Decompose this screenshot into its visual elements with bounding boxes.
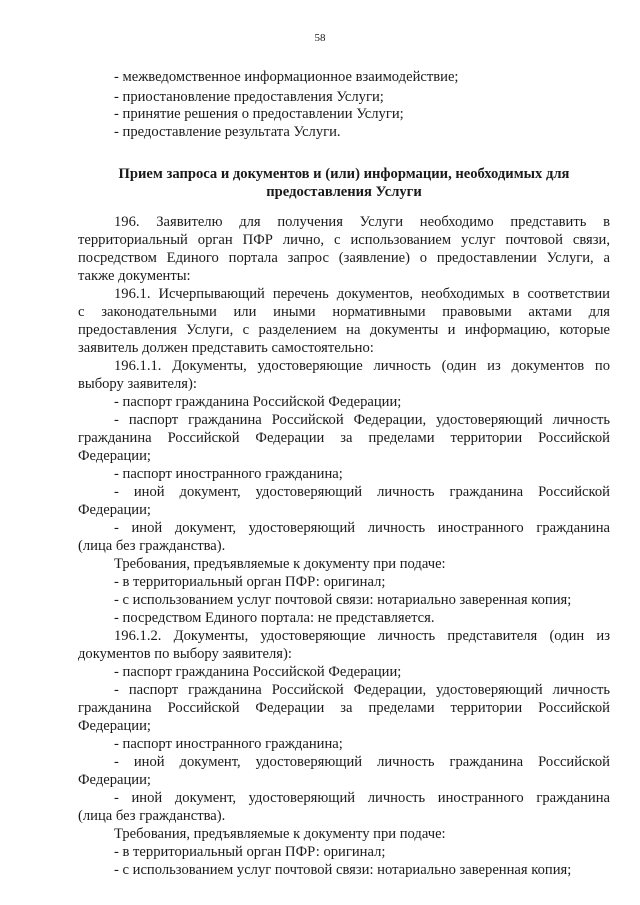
list-item: - паспорт гражданина Российской Федерации; xyxy=(114,394,402,410)
paragraph-line: гражданина Российской Федерации за пределами территории Российской xyxy=(78,700,610,716)
paragraph-line: 196. Заявителю для получения Услуги необходимо представить в xyxy=(114,214,610,230)
list-item: - паспорт иностранного гражданина; xyxy=(114,466,343,482)
paragraph-line: заявитель должен представить самостоятельно: xyxy=(78,340,374,356)
paragraph-line: Федерации; xyxy=(78,448,151,464)
paragraph-line: Требования, предъявляемые к документу при подаче: xyxy=(114,556,446,572)
list-item: - иной документ, удостоверяющий личность иностранного гражданина xyxy=(114,790,610,806)
paragraph-line: также документы: xyxy=(78,268,191,284)
list-item: - паспорт гражданина Российской Федерации, удостоверяющий личность xyxy=(114,412,610,428)
paragraph-line: (лица без гражданства). xyxy=(78,538,226,554)
list-item: - принятие решения о предоставлении Услуги; xyxy=(114,106,404,122)
list-item: - паспорт гражданина Российской Федерации, удостоверяющий личность xyxy=(114,682,610,698)
paragraph-line: 196.1. Исчерпывающий перечень документов, необходимых в соответствии xyxy=(114,286,610,302)
list-item: - межведомственное информационное взаимодействие; xyxy=(114,69,459,85)
list-item: - с использованием услуг почтовой связи: нотариально заверенная копия; xyxy=(114,592,572,608)
list-item: - с использованием услуг почтовой связи: нотариально заверенная копия; xyxy=(114,862,572,878)
list-item: - иной документ, удостоверяющий личность иностранного гражданина xyxy=(114,520,610,536)
list-item: - в территориальный орган ПФР: оригинал; xyxy=(114,844,386,860)
paragraph-line: посредством Единого портала запрос (заявление) о предоставлении Услуги, а xyxy=(78,250,610,266)
list-item: - паспорт иностранного гражданина; xyxy=(114,736,343,752)
paragraph-line: (лица без гражданства). xyxy=(78,808,226,824)
paragraph-line: с законодательными или иными нормативными правовыми актами для xyxy=(78,304,610,320)
paragraph-line: территориальный орган ПФР лично, с использованием услуг почтовой связи, xyxy=(78,232,610,248)
section-heading-line-1: Прием запроса и документов и (или) информации, необходимых для xyxy=(118,166,570,182)
list-item: - предоставление результата Услуги. xyxy=(114,124,341,140)
paragraph-line: Федерации; xyxy=(78,718,151,734)
paragraph-line: предоставления Услуги, с разделением на документы и информацию, которые xyxy=(78,322,610,338)
list-item: - в территориальный орган ПФР: оригинал; xyxy=(114,574,386,590)
paragraph-line: Требования, предъявляемые к документу при подаче: xyxy=(114,826,446,842)
paragraph-line: выбору заявителя): xyxy=(78,376,197,392)
list-item: - паспорт гражданина Российской Федерации; xyxy=(114,664,402,680)
paragraph-line: 196.1.1. Документы, удостоверяющие личность (один из документов по xyxy=(114,358,610,374)
list-item: - иной документ, удостоверяющий личность гражданина Российской xyxy=(114,754,610,770)
paragraph-line: документов по выбору заявителя): xyxy=(78,646,292,662)
paragraph-line: Федерации; xyxy=(78,772,151,788)
page-number: 58 xyxy=(314,32,326,44)
section-heading-line-2: предоставления Услуги xyxy=(266,184,422,200)
paragraph-line: гражданина Российской Федерации за пределами территории Российской xyxy=(78,430,610,446)
list-item: - приостановление предоставления Услуги; xyxy=(114,89,384,105)
list-item: - иной документ, удостоверяющий личность гражданина Российской xyxy=(114,484,610,500)
list-item: - посредством Единого портала: не представляется. xyxy=(114,610,435,626)
paragraph-line: Федерации; xyxy=(78,502,151,518)
paragraph-line: 196.1.2. Документы, удостоверяющие личность представителя (один из xyxy=(114,628,610,644)
